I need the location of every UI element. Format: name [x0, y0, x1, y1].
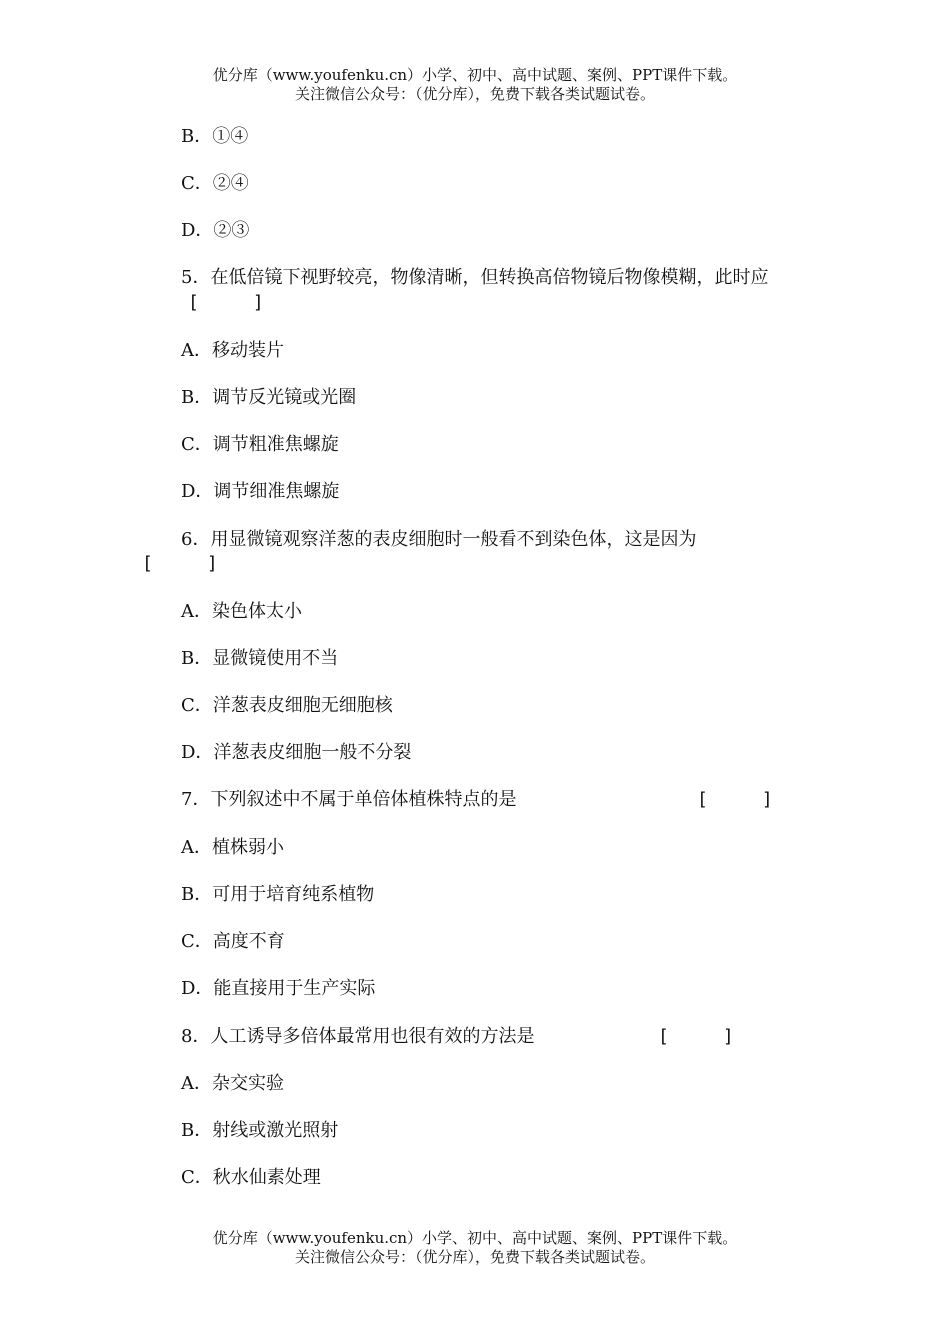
q5-option-a: A．移动装片 — [181, 340, 284, 361]
q7-option-c: C．高度不育 — [181, 931, 285, 952]
q6-option-b: B．显微镜使用不当 — [181, 648, 339, 669]
q5-option-d: D．调节细准焦螺旋 — [181, 481, 340, 502]
q6-option-a: A．染色体太小 — [181, 601, 302, 622]
q5-stem: 5．在低倍镜下视野较亮，物像清晰，但转换高倍物镜后物像模糊，此时应 — [181, 267, 769, 288]
q8-answer-bracket: [ ] — [658, 1026, 734, 1047]
q4-option-d: D．②③ — [181, 220, 250, 241]
header-line-2: 关注微信公众号：（优分库），免费下载各类试题试卷。 — [294, 85, 655, 103]
page-header — [0, 66, 950, 104]
q7-stem: 7．下列叙述中不属于单倍体植株特点的是 — [181, 789, 517, 810]
footer-line-1: 优分库（www.youfenku.cn）小学、初中、高中试题、案例、PPT课件下载。 — [212, 1229, 738, 1247]
q8-stem: 8．人工诱导多倍体最常用也很有效的方法是 — [181, 1026, 535, 1047]
q6-stem: 6．用显微镜观察洋葱的表皮细胞时一般看不到染色体，这是因为 — [181, 529, 697, 550]
q7-option-a: A．植株弱小 — [181, 837, 284, 858]
q5-option-c: C．调节粗准焦螺旋 — [181, 434, 339, 455]
q7-option-d: D．能直接用于生产实际 — [181, 978, 376, 999]
footer-line-2: 关注微信公众号：（优分库），免费下载各类试题试卷。 — [294, 1248, 655, 1266]
q7-answer-bracket: [ ] — [697, 789, 773, 810]
q4-option-c: C．②④ — [181, 173, 249, 194]
header-line-1: 优分库（www.youfenku.cn）小学、初中、高中试题、案例、PPT课件下载。 — [212, 66, 738, 84]
q6-answer-bracket: [ ] — [142, 553, 218, 574]
q8-option-c: C．秋水仙素处理 — [181, 1167, 321, 1188]
q7-option-b: B．可用于培育纯系植物 — [181, 884, 375, 905]
q6-option-d: D．洋葱表皮细胞一般不分裂 — [181, 742, 412, 763]
page-footer — [0, 1229, 950, 1267]
q8-option-b: B．射线或激光照射 — [181, 1120, 339, 1141]
q8-option-a: A．杂交实验 — [181, 1073, 284, 1094]
q4-option-b: B．①④ — [181, 126, 249, 147]
q6-option-c: C．洋葱表皮细胞无细胞核 — [181, 695, 393, 716]
q5-option-b: B．调节反光镜或光圈 — [181, 387, 357, 408]
q5-answer-bracket: [ ] — [188, 292, 264, 313]
